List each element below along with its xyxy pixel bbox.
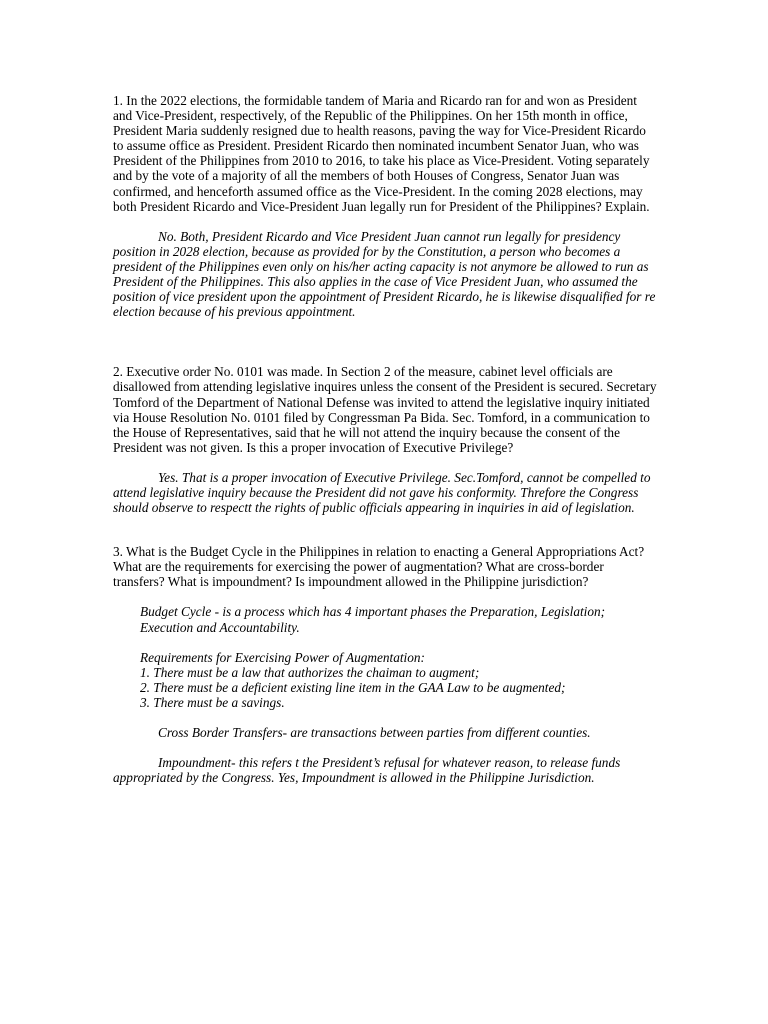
answer-1: No. Both, President Ricardo and Vice President Juan cannot run legally for presidency position in 2028 election, because as provided for by the Constitution, a person who becomes a president of the Philippines even only on his/her acting capacity is not anymore be allowed to run as President of the Philippines. This also applies in the case of Vice President Juan, who assumed the position of vice president upon the appointment of President Ricardo, he is likewise disqualified for re election because of his previous appointment. — [113, 228, 656, 320]
answer-3-requirements-heading: Requirements for Exercising Power of Augmentation: — [140, 649, 425, 665]
question-2: 2. Executive order No. 0101 was made. In Section 2 of the measure, cabinet level officials are disallowed from attending legislative inquires unless the consent of the President is secured. Secretary Tomford of the Department of National Defense was invited to attend the legislative inquiry initiated via House Resolution No. 0101 filed by Congressman Pa Bida. Sec. Tomford, in a communication to the House of Representatives, said that he will not attend the inquiry because the consent of the President was not given. Is this a proper invocation of Executive Privilege? — [113, 364, 657, 455]
requirement-item-3: 3. There must be a savings. — [140, 694, 285, 710]
document-page — [113, 93, 658, 785]
answer-2: Yes. That is a proper invocation of Executive Privilege. Sec.Tomford, cannot be compelled to attend legislative inquiry because the President did not gave his conformity. Threfore the Congress should observe to respectt the rights of public officials appearing in inquiries in aid of legislation. — [113, 469, 651, 516]
question-1: 1. In the 2022 elections, the formidable tandem of Maria and Ricardo ran for and won as President and Vice-President, respectively, of the Republic of the Philippines. On her 15th month in office, President Maria suddenly resigned due to health reasons, paving the way for Vice-President Ricardo to assume office as President. President Ricardo then nominated incumbent Senator Juan, who was President of the Philippines from 2010 to 2016, to take his place as Vice-President. Voting separately and by the vote of a majority of all the members of both Houses of Congress, Senator Juan was confirmed, and henceforth assumed office as the Vice-President. In the coming 2028 elections, may both President Ricardo and Vice-President Juan legally run for President of the Philippines? Explain. — [113, 93, 650, 214]
answer-3-budget-cycle: Budget Cycle - is a process which has 4 important phases the Preparation, Legislation; Execution and Accountability. — [140, 604, 606, 635]
requirement-item-2: 2. There must be a deficient existing line item in the GAA Law to be augmented; — [140, 679, 566, 695]
question-3: 3. What is the Budget Cycle in the Philippines in relation to enacting a General Appropriations Act? What are the requirements for exercising the power of augmentation? What are cross-border transfers? What is impoundment? Is impoundment allowed in the Philippine jurisdiction? — [113, 544, 645, 590]
requirement-item-1: 1. There must be a law that authorizes the chaiman to augment; — [140, 664, 480, 680]
answer-3-cross-border: Cross Border Transfers- are transactions between parties from different counties. — [158, 725, 591, 740]
answer-3-impoundment: Impoundment- this refers t the President’s refusal for whatever reason, to release funds appropriated by the Congress. Yes, Impoundment is allowed in the Philippine Jurisdiction. — [113, 755, 621, 786]
